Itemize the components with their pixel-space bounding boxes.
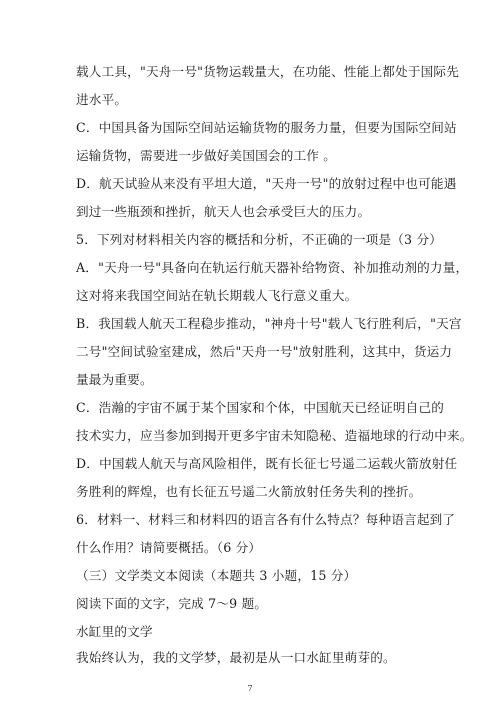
question-6-stem: 6．材料一、材料三和材料四的语言各有什么特点？每种语言起到了 xyxy=(76,512,456,527)
text-line: C．中国具备为国际空间站运输货物的服务力量，但要为国际空间站 xyxy=(76,120,457,135)
text-line: 量最为重要。 xyxy=(76,372,153,387)
text-line: 载人工具，"天舟一号"货物运载量大，在功能、性能上都处于国际先 xyxy=(76,64,460,79)
option-d: D．中国载人航天与高风险相伴，既有长征七号遥二运载火箭放射任 xyxy=(76,456,458,471)
text-line: 到过一些瓶颈和挫折，航天人也会承受巨大的压力。 xyxy=(76,204,371,219)
text-line: 进水平。 xyxy=(76,92,128,107)
text-line: D．航天试验从来没有平坦大道，"天舟一号"的放射过程中也可能遇 xyxy=(76,176,457,191)
passage-title: 水缸里的文学 xyxy=(76,624,153,639)
text-line: 技术实力，应当参加到揭开更多宇宙未知隐秘、造福地球的行动中来。 xyxy=(76,428,473,443)
option-b: B．我国载人航天工程稳步推动，"神舟十号"载人飞行胜利后，"天宫 xyxy=(76,316,462,331)
text-line: 什么作用？请简要概括。（6 分） xyxy=(76,540,262,555)
text-line: 运输货物，需要进一步做好美国国会的工作 。 xyxy=(76,148,337,163)
text-line: 二号"空间试验室建成，然后"天舟一号"放射胜利，这其中，货运力 xyxy=(76,344,453,359)
instruction-line: 阅读下面的文字，完成 7～9 题。 xyxy=(76,596,268,611)
section-heading: （三）文学类文本阅读（本题共 3 小题，15 分） xyxy=(76,568,357,583)
option-c: C．浩瀚的宇宙不属于某个国家和个体，中国航天已经证明自己的 xyxy=(76,400,445,415)
page-number: 7 xyxy=(247,684,253,693)
passage-first-line: 我始终认为，我的文学梦，最初是从一口水缸里萌芽的。 xyxy=(76,650,396,665)
question-5-stem: 5．下列对材料相关内容的概括和分析，不正确的一项是（3 分） xyxy=(76,232,443,247)
option-a: A．"天舟一号"具备向在轨运行航天器补给物资、补加推动剂的力量， xyxy=(76,260,469,275)
text-line: 务胜利的辉煌，也有长征五号遥二火箭放射任务失利的挫折。 xyxy=(76,484,422,499)
text-line: 这对将来我国空间站在轨长期载人飞行意义重大。 xyxy=(76,288,358,303)
